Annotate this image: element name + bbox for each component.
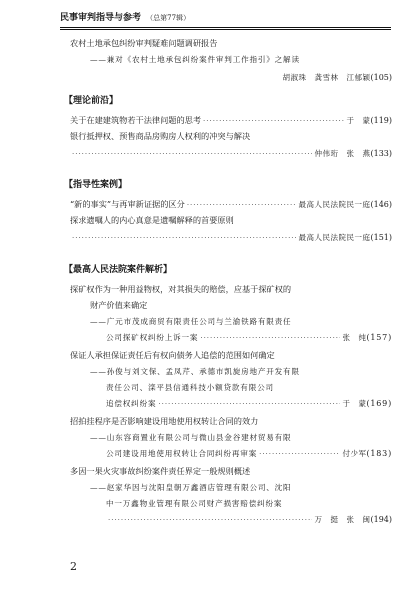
entry-authors: 最高人民法院民一庭 (298, 200, 371, 209)
entry-title: 银行抵押权、预售商品房购房人权利的冲突与解决 (70, 131, 251, 141)
entry-title: 多因一果火灾事故纠纷案件责任界定一般规则概述 (70, 466, 251, 476)
toc-entry[interactable] (70, 38, 392, 51)
entry-authors: 胡淑珠 龚雪林 江郁颖 (282, 73, 371, 82)
toc-entry-byline (70, 72, 392, 85)
toc-entry[interactable] (70, 466, 392, 479)
entry-authors: 付少军 (342, 449, 367, 458)
entry-page: (146) (370, 200, 392, 209)
entry-title: “新的事实”与再审新证据的区分 (70, 199, 185, 209)
toc-entry-subtitle (90, 316, 392, 329)
toc-entry[interactable] (70, 284, 392, 297)
toc-entry-byline (70, 232, 392, 245)
entry-subtitle: ——广元市茂成商贸有限责任公司与兰渝铁路有限责任 (90, 317, 292, 326)
toc-entry-subtitle (90, 366, 392, 379)
entry-subtitle: ——山东容商置业有限公司与微山县金谷建材贸易有限 (90, 433, 292, 442)
toc-entry-byline (70, 148, 392, 161)
leader-dots (203, 117, 344, 125)
leader-dots (72, 234, 296, 242)
leader-dots (200, 334, 340, 342)
section-heading: 【指导性案例】 (64, 180, 128, 190)
entry-authors: 万 挺 张 闽 (314, 515, 371, 524)
entry-subtitle-continued: 公司探矿权纠纷上诉一案 (106, 333, 199, 342)
entry-authors: 于 蒙 (342, 399, 367, 408)
entry-subtitle-continued: 追偿权纠纷案 (106, 399, 157, 408)
section-heading: 【理论前沿】 (64, 96, 119, 106)
toc-entry-subtitle (90, 432, 392, 445)
toc-entry-subtitle (106, 398, 392, 411)
toc-entry-subtitle (90, 482, 392, 495)
entry-page: (119) (370, 116, 392, 125)
entry-page: (183) (366, 449, 392, 458)
entry-subtitle-continued: 中一万鑫物业管理有限公司财产损害赔偿纠纷案 (106, 499, 283, 508)
entry-subtitle: ——孙俊与刘文保、孟凤芹、承德市凯旋房地产开发有限 (90, 367, 300, 376)
entry-subtitle: ——赵家华因与沈阳皇朝万鑫酒店管理有限公司、沈阳 (90, 483, 292, 492)
entry-page: (133) (370, 149, 392, 158)
entry-page: (157) (366, 333, 392, 342)
entry-page: (105) (370, 73, 392, 82)
toc-entry-continuation (90, 300, 392, 313)
toc-entry-subtitle (90, 54, 392, 67)
section-heading: 【最高人民法院案件解析】 (64, 265, 173, 275)
page-number: 2 (70, 560, 77, 573)
entry-authors: 张 纯 (342, 333, 367, 342)
volume-number: （总第77辑） (146, 14, 191, 22)
leader-dots (108, 516, 312, 524)
entry-title: 农村土地承包纠纷审判疑难问题调研报告 (70, 38, 218, 48)
toc-entry[interactable] (70, 131, 392, 144)
toc-entry[interactable] (70, 350, 392, 363)
entry-authors: 于 蒙 (346, 116, 371, 125)
entry-page: (151) (370, 233, 392, 242)
toc-entry-subtitle (106, 382, 392, 395)
toc-entry-subtitle (106, 498, 392, 511)
header-rule (60, 27, 391, 30)
entry-page: (194) (370, 515, 392, 524)
entry-subtitle: ——兼对《农村土地承包纠纷案件审判工作指引》之解读 (90, 55, 300, 64)
entry-title: 关于在建建筑物若干法律问题的思考 (70, 115, 202, 125)
leader-dots (187, 201, 297, 209)
entry-subtitle-continued: 责任公司、滦平县信通科技小额贷款有限公司 (106, 383, 274, 392)
journal-title: 民事审判指导与参考 (60, 13, 142, 23)
toc-entry-subtitle (106, 332, 392, 345)
entry-title: 探求遗嘱人的内心真意是遗嘱解释的首要原则 (70, 215, 234, 225)
toc-entry-byline (106, 514, 392, 527)
leader-dots (72, 150, 312, 158)
entry-title-continued: 财产价值来确定 (90, 300, 148, 310)
leader-dots (259, 450, 340, 458)
toc-entry[interactable] (70, 199, 392, 212)
entry-title: 保证人承担保证责任后有权向债务人追偿的范围如何确定 (70, 350, 275, 360)
entry-authors: 仲伟珩 张 燕 (314, 149, 371, 158)
toc-entry[interactable] (70, 215, 392, 228)
entry-title: 招拍挂程序是否影响建设用地使用权转让合同的效力 (70, 416, 259, 426)
entry-title: 探矿权作为一种用益物权，对其损失的赔偿，应基于探矿权的 (70, 284, 292, 294)
entry-subtitle-continued: 公司建设用地使用权转让合同纠纷再审案 (106, 449, 258, 458)
toc-entry-subtitle (106, 448, 392, 461)
leader-dots (158, 400, 340, 408)
toc-entry[interactable] (70, 416, 392, 429)
entry-page: (169) (366, 399, 392, 408)
entry-authors: 最高人民法院民一庭 (298, 233, 371, 242)
toc-entry[interactable] (70, 115, 392, 128)
running-header (60, 10, 390, 26)
